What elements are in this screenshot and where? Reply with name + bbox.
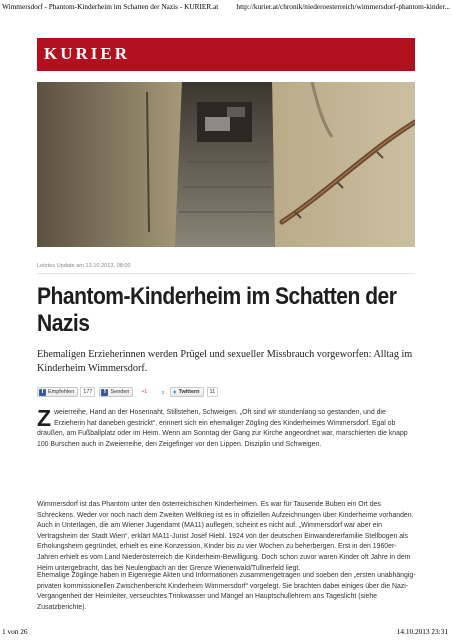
print-url[interactable]: http://kurier.at/chronik/niederoesterreich/wimmersdorf-phantom-kinder... [236,2,450,11]
paragraph-text: weierreihe, Hand an der Hosennaht, Stillstehen, Schweigen. „Oft sind wir stundenlang so gestanden, und die Erzieherin hat daneben gestrickt“, erinnert sich ein ehemaliger Zögling des Kinderheimes Wimmersdorf. Egal ob draußen, am Fußballplatz oder im Heim. Wenn am Sonntag der Gang zur Kirche angeordnet war, marschierten die knapp 100 Burschen auch in Zweierreihe, den Zeigefinger vor den Lippen. Disziplin und Schweigen. [37,409,408,448]
twitter-label: Twittern [178,389,200,395]
kurier-logo[interactable]: KURIER [44,44,131,63]
article-headline: Phantom-Kinderheim im Schatten der Nazis [37,283,397,337]
hero-image [37,82,415,247]
facebook-recommend-button[interactable] [37,387,78,397]
twitter-button[interactable] [170,387,204,397]
last-update: Letztes Update am 13.10.2013, 08:00 [37,263,131,269]
twitter-count: 11 [207,387,219,397]
article-subline: Ehemaligen Erzieherinnen werden Prügel und sexueller Missbrauch vorgeworfen: Alltag im Kinderheim Wimmersdorf. [37,349,413,374]
photo-basement-staircase-icon [37,82,415,247]
brand-bar[interactable] [37,38,415,71]
gplus-count: 3 [161,389,164,395]
facebook-recommend-count: 177 [80,387,95,397]
facebook-recommend-label: Empfehlen [48,389,75,395]
twitter-bird-icon: ♦ [172,388,177,396]
share-bar [37,386,222,398]
facebook-send-button[interactable] [99,387,133,397]
gplus-button[interactable]: +1 [141,389,148,395]
print-datetime: 14.10.2013 23:31 [396,627,448,636]
print-page-number: 1 von 26 [2,627,28,636]
article-paragraph [37,405,417,450]
print-page-title: Wimmersdorf - Phantom-Kinderheim im Schatten der Nazis - KURIER.at [2,2,219,11]
facebook-send-label: Senden [110,389,130,395]
divider [37,273,415,274]
article-paragraph: Wimmersdorf ist das Phantom unter den österreichischen Kinderheimen. Es war für Tausende Buben ein Ort des Schreckens. Weder vor noch nach dem Zweiten Weltkrieg ist es in offiziellen Aufzeichnungen über Kinderheime vorhanden. Auch in Unterlagen, die am Wiener Jugendamt (MA11) auflegen, scheint es nicht auf. „Wimmersdorf war aber ein Vertragsheim der Stadt Wien“, erklärt MA11-Jurist Josef Hiebl. 1924 von der deutschen Einwandererfamilie Stellbogen als Erholungsheim gegründet, erhielt es eine Konzession, Kinder bis zu vier Wochen zu beherbergen. Erst in den 1960er-Jahren erhielt es vom Land Niederösterreich die Kinderheim-Bewilligung. Doch schon zuvor waren Kinder oft Jahre in dem Heim untergebracht, das bei Neulengbach an der Grenze Wienerwald/Tullnerfeld liegt. [37,501,414,572]
print-footer [2,627,448,636]
facebook-icon: f [39,389,46,396]
facebook-icon: f [101,389,108,396]
article-paragraph: Ehemalige Zöglinge haben in Eigenregie Akten und Informationen zusammengetragen und soeben den „ersten unabhängig-privaten kommissionellen Zwischenbericht Kinderheim Wimmersdorf“ vorgelegt. Sie brachten dabei einiges über die Nazi-Vergangenheit der Heimleiter, verseuchtes Trinkwasser und Mängel an Hauptschullehrern ans Tageslicht (siehe Zusatzberichte). [37,572,416,611]
dropcap: Z [37,405,52,431]
print-header [2,2,450,14]
